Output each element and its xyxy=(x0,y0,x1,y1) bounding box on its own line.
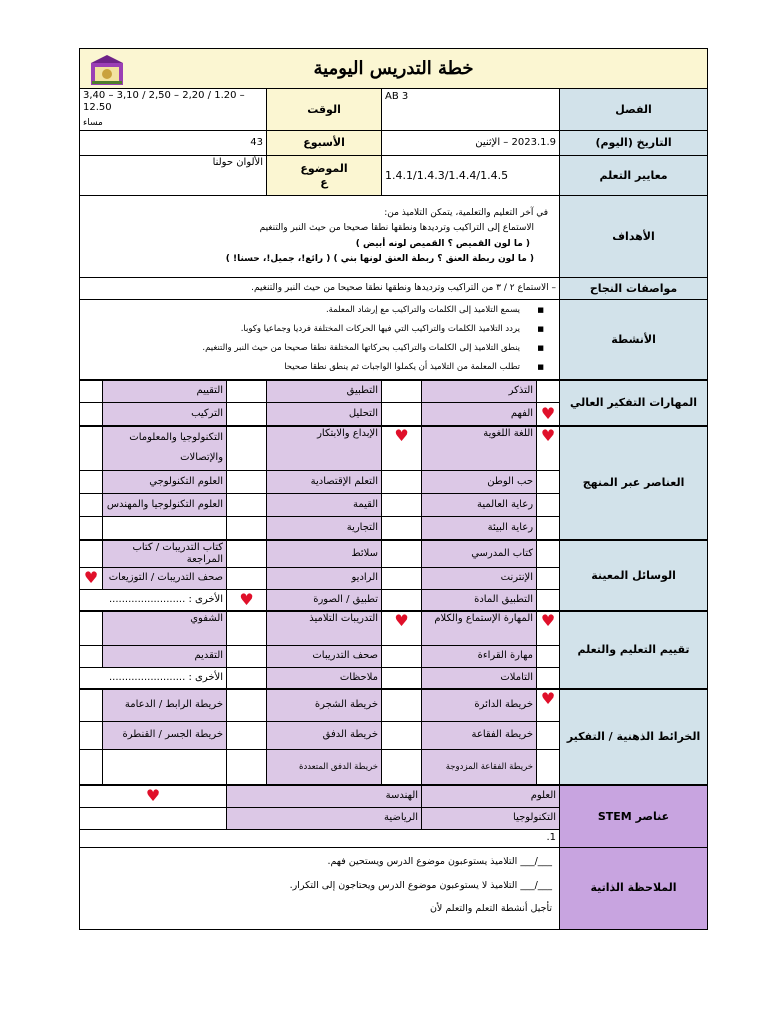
map-item: خريطة الدفق المتعددة xyxy=(267,749,382,785)
time-value: 3,40 – 3,10 / 2,50 – 2,20 / 1.20 – 12.50 مساء xyxy=(80,89,267,131)
map-item: خريطة الدفق xyxy=(267,721,382,749)
hots-label: المهارات التفكير العالي xyxy=(560,380,708,426)
aid-item: التطبيق المادة xyxy=(422,589,537,611)
map-item: خريطة الجسر / القنطرة xyxy=(103,721,227,749)
assessment-item: ملاحظات xyxy=(267,667,382,689)
stem-item: التكنولوجيا xyxy=(422,807,560,829)
lesson-plan-table xyxy=(79,48,708,930)
cross-item: رعاية البيئة xyxy=(422,517,537,540)
aid-item: صحف التدريبات / التوزيعات xyxy=(103,567,227,589)
map-item: خريطة الرابط / الدعامة xyxy=(103,689,227,721)
map-item: خريطة الفقاعة المزدوجة xyxy=(422,749,537,785)
school-logo-icon xyxy=(90,54,124,86)
heart-icon: ♥ xyxy=(537,611,560,645)
stem-item: العلوم xyxy=(422,785,560,807)
heart-icon: ♥ xyxy=(537,689,560,721)
cross-item: التجارية xyxy=(267,517,382,540)
standards-value: 1.4.1/1.4.3/1.4.4/1.4.5 xyxy=(382,156,560,196)
cross-item: حب الوطن xyxy=(422,471,537,494)
cross-item: العلوم التكنولوجي xyxy=(103,471,227,494)
lesson-plan xyxy=(79,48,707,930)
stem-label: عناصر STEM xyxy=(560,785,708,847)
page-title-cell xyxy=(80,49,708,89)
assessment-label: تقييم التعليم والتعلم xyxy=(560,611,708,689)
assessment-other: الأخرى : ........................ xyxy=(80,667,227,689)
heart-icon: ♥ xyxy=(537,426,560,471)
cross-item: القيمة xyxy=(267,494,382,517)
maps-label: الخرائط الذهنية / التفكير xyxy=(560,689,708,785)
assessment-item: التدريبات التلاميذ xyxy=(267,611,382,645)
time-label: الوقت xyxy=(267,89,382,131)
heart-icon: ♥ xyxy=(80,785,227,807)
class-value: AB 3 xyxy=(382,89,560,131)
cross-item: رعاية العالمية xyxy=(422,494,537,517)
success-criteria-label: مواصفات النجاح xyxy=(560,278,708,300)
heart-icon: ♥ xyxy=(537,403,560,426)
aid-item: كتاب التدريبات / كتاب المراجعة xyxy=(103,540,227,568)
hots-item: التذكر xyxy=(422,380,537,403)
week-label: الأسبوع xyxy=(267,131,382,156)
assessment-item: التاملات xyxy=(422,667,537,689)
week-value: 43 xyxy=(80,131,267,156)
cross-item: اللغة اللغوية xyxy=(422,426,537,471)
aid-other: الأخرى : ........................ xyxy=(80,589,227,611)
aid-item: سلائط xyxy=(267,540,382,568)
standards-label: معايير التعلم xyxy=(560,156,708,196)
cross-item: العلوم التكنولوجيا والمهندس xyxy=(103,494,227,517)
aid-item: تطبيق / الصورة xyxy=(267,589,382,611)
hots-item: التقييم xyxy=(103,380,227,403)
hots-item: التحليل xyxy=(267,403,382,426)
map-item: خريطة الدائرة xyxy=(422,689,537,721)
date-label: التاريخ (اليوم) xyxy=(560,131,708,156)
aid-item: الإنترنت xyxy=(422,567,537,589)
topic-label: الموضوع ع xyxy=(267,156,382,196)
aid-item: الراديو xyxy=(267,567,382,589)
hots-item: الفهم xyxy=(422,403,537,426)
stem-footer: 1. xyxy=(80,829,560,847)
assessment-item: مهارة القراءة xyxy=(422,645,537,667)
cross-item: الإبداع والابتكار xyxy=(267,426,382,471)
assessment-item: صحف التدريبات xyxy=(267,645,382,667)
reflection-label: الملاحظة الذاتية xyxy=(560,847,708,929)
cross-curricular-label: العناصر عبر المنهج xyxy=(560,426,708,540)
assessment-item: التقديم xyxy=(103,645,227,667)
heart-icon: ♥ xyxy=(80,567,103,589)
hots-item: التطبيق xyxy=(267,380,382,403)
assessment-item: الشفوي xyxy=(103,611,227,645)
topic-value: الألوان حولنا xyxy=(80,156,267,196)
assessment-item: المهارة الإستماع والكلام xyxy=(422,611,537,645)
date-value: 2023.1.9 – الإثنين xyxy=(382,131,560,156)
activity-item: ■ يردد التلاميذ الكلمات والتراكيب التي فيها الحركات المختلفة فرديا وجماعيا وكوبا. xyxy=(87,320,552,339)
activities-label: الأنشطة xyxy=(560,300,708,380)
aid-item: كتاب المدرسي xyxy=(422,540,537,568)
heart-icon: ♥ xyxy=(382,426,422,471)
map-item: خريطة الشجرة xyxy=(267,689,382,721)
activity-item: ■ ينطق التلاميذ إلى الكلمات والتراكيب بحركاتها المختلفة نطقا صحيحا من حيث النبر والتنغيم. xyxy=(87,339,552,358)
heart-icon: ♥ xyxy=(382,611,422,645)
map-item: خريطة الفقاعة xyxy=(422,721,537,749)
heart-icon: ♥ xyxy=(227,589,267,611)
stem-item: الهندسة xyxy=(227,785,422,807)
success-criteria-text: – الاستماع ٢ / ٣ من التراكيب وترديدها ونطقها نطقا صحيحا من حيث النبر والتنغيم. xyxy=(80,278,560,300)
activities-list xyxy=(83,301,556,377)
reflection-content: ___/___ التلاميذ يستوعبون موضوع الدرس ويستحين فهم. ___/___ التلاميذ لا يستوعبون موضوع الدرس ويحتاجون إلى التكرار. تأجيل أنشطة التعلم والتعلم لأن xyxy=(80,847,560,929)
objectives-label: الأهداف xyxy=(560,196,708,278)
hots-item: التركيب xyxy=(103,403,227,426)
aids-label: الوسائل المعينة xyxy=(560,540,708,612)
class-label: الفصل xyxy=(560,89,708,131)
cross-item: التكنولوجيا والمعلومات والإتصالات xyxy=(103,426,227,471)
activity-item: ■ يسمع التلاميذ إلى الكلمات والتراكيب مع إرشاد المعلمة. xyxy=(87,301,552,320)
cross-item: التعلم الإقتصادية xyxy=(267,471,382,494)
activity-item: ■ تطلب المعلمة من التلاميذ أن يكملوا الواجبات ثم ينطق نطقا صحيحا xyxy=(87,358,552,377)
stem-item: الرياضية xyxy=(227,807,422,829)
objectives-content: في آخر التعليم والتعلمية، يتمكن التلاميذ من: الاستماع إلى التراكيب وترديدها ونطقها نطقا صحيحا من حيث النبر والتنغيم ( ما لون القميص ؟ القميص لونه أبيض ) ( ما لون ربطة العنق ؟ ربطة العنق لونها بني ) ( رائع!، جميل!، حسنا! ) xyxy=(80,196,560,278)
page-title: خطة التدريس اليومية xyxy=(313,57,474,79)
activities-content xyxy=(80,300,560,380)
